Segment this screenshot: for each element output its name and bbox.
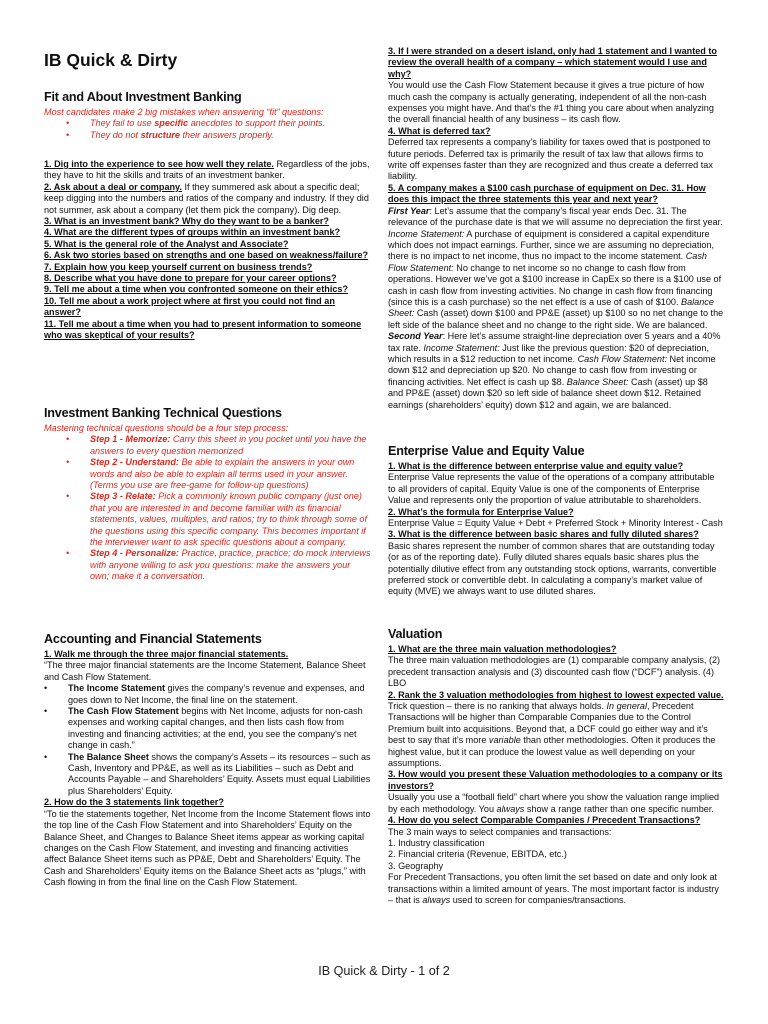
- valuation-answer-3: Usually you use a “football field” chart where you show the valuation range implied by each methodology. You always show a range rather than one specific number.: [388, 792, 720, 814]
- list-item: 3. Geography: [388, 860, 444, 871]
- valuation-question-4: 4. How do you select Comparable Companies / Precedent Transactions?: [388, 815, 701, 826]
- accounting-answer-3: You would use the Cash Flow Statement because it gives a true picture of how much cash the company is actually generating, independent of all the non-cash expenses you might have. And that’s the #1 thing you care about when analyzing the overall financial health of any business – its cash flow.: [388, 80, 714, 125]
- list-item: 6. Ask two stories based on strengths and one based on weakness/failure?: [44, 250, 369, 261]
- valuation-answer-2: Trick question – there is no ranking that always holds. In general, Precedent Transactions will be higher than Comparable Companies due to the Control Premium built into acquisitions. Beyond that, a DCF could go either way and it’s best to say that it’s more variable than other methodologies. Often it produces the highest value, but it can produce the lowest value as well depending on your assumptions.: [388, 701, 716, 769]
- fit-intro-block: [44, 107, 372, 141]
- list-item: • Step 3 - Relate: Pick a commonly known public company (just one) that you are interested in and become familiar with its financial statements, values, multiples, and ratios; try to think through some of the questions using this specific company. This becomes important if the interviewer want to ask specific questions about a company.: [90, 491, 372, 548]
- accounting-heading: Accounting and Financial Statements: [44, 632, 262, 646]
- fit-question-1: 1. Dig into the experience to see how well they relate. Regardless of the jobs, they have to hit the skills and traits of an investment banker.: [44, 159, 370, 181]
- list-item: 1. Industry classification: [388, 837, 485, 848]
- valuation-question-1: 1. What are the three main valuation methodologies?: [388, 644, 617, 654]
- list-item: 5. What is the general role of the Analyst and Associate?: [44, 238, 289, 249]
- list-item: • They do not structure their answers properly.: [90, 130, 372, 141]
- list-item: • They fail to use specific anecdotes to support their points.: [90, 118, 372, 129]
- accounting-answer-1: “The three major financial statements are the Income Statement, Balance Sheet and Cash Flow Statement.: [44, 660, 366, 682]
- accounting-block: [44, 649, 372, 889]
- page-footer: IB Quick & Dirty - 1 of 2: [318, 964, 450, 978]
- valuation-question-2: 2. Rank the 3 valuation methodologies from highest to lowest expected value.: [388, 689, 724, 700]
- accounting-question-3: 3. If I were stranded on a desert island, only had 1 statement and I wanted to review the overall health of a company – which statement would I use and why?: [388, 46, 717, 79]
- list-item: 2. Financial criteria (Revenue, EBITDA, etc.): [388, 849, 567, 860]
- ev-question-1: 1. What is the difference between enterprise value and equity value?: [388, 461, 684, 471]
- valuation-heading: Valuation: [388, 627, 443, 641]
- list-item: • The Balance Sheet shows the company’s Assets – its resources – such as Cash, Inventory and PP&E, as well as its Liabilities – such as Debt and Accounts Payable – and Shareholders’ Equity. Assets must equal Liabilities plus Shareholders’ Equity.: [68, 752, 372, 798]
- accounting-question-2: 2. How do the 3 statements link together?: [44, 797, 224, 808]
- accounting-answer-5: First Year: Let’s assume that the company’s fiscal year ends Dec. 31. The relevance of the purchase date is that we will assume no depreciation the first year. Income Statement: A purchase of equipment is considered a capital expenditure which does not impact earnings. Further, since we are assuming no depreciation, there is no impact to net income, thus no impact to the income statement. Cash Flow Statement: No change to net income so no change to cash flow from operations. However we’ve got a $100 increase in CapEx so there is a $100 use of cash in cash flow from investing activities. No change in cash flow from financing (since this is a cash purchase) so the net effect is a use of cash of $100. Balance Sheet: Cash (asset) down $100 and PP&E (asset) up $100 so no net change to the left side of the balance sheet and no change to the right side. We are balanced. Second Year: Here let’s assume straight-line depreciation over 5 years and a 40% tax rate. Income Statement: Just like the previous question: $20 of depreciation, which results in a $12 reduction to net income. Cash Flow Statement: Net income down $12 and depreciation up $20. No change to cash flow from investing or financing activities. Net effect is cash up $8. Balance Sheet: Cash (asset) up $8 and PP&E (asset) down $20 so left side of balance sheet down $12. Retained earnings (shareholders’ equity) down $12 and again, we are balanced.: [388, 205, 724, 410]
- list-item: 11. Tell me about a time when you had to present information to someone who was skeptical of your results?: [44, 318, 362, 341]
- fit-mistakes-list: [44, 118, 372, 141]
- list-item: 7. Explain how you keep yourself current on business trends?: [44, 261, 313, 272]
- accounting-answer-4: Deferred tax represents a company’s liability for taxes owed that is postponed to future periods. Deferred tax is primarily the result of tax law that allows firms to write off expenses faster than they are recognized and thus create a deferred tax liability.: [388, 137, 713, 182]
- technical-heading: Investment Banking Technical Questions: [44, 406, 282, 420]
- list-item: 8. Describe what you have done to prepare for your career options?: [44, 273, 337, 284]
- valuation-answer-4: For Precedent Transactions, you often limit the set based on date and only look at transactions within a limited amount of years. The most important factor is industry – that is always used to screen for companies/transactions.: [388, 872, 719, 905]
- valuation-block: [388, 644, 724, 906]
- valuation-answer-1: The three main valuation methodologies are (1) comparable company analysis, (2) precedent transaction analysis and (3) discounted cash flow (“DCF”) analysis. (4) LBO: [388, 655, 721, 689]
- ev-question-3: 3. What is the difference between basic shares and fully diluted shares?: [388, 529, 699, 540]
- ev-block: [388, 461, 724, 598]
- accounting-question-4: 4. What is deferred tax?: [388, 125, 491, 136]
- technical-block: [44, 423, 372, 583]
- technical-intro: Mastering technical questions should be a four step process:: [44, 423, 289, 433]
- valuation-answer-4-intro: The 3 main ways to select companies and transactions:: [388, 826, 612, 837]
- list-item: • Step 1 - Memorize: Carry this sheet in you pocket until you have the answers to every question memorized: [90, 434, 372, 457]
- fit-intro: Most candidates make 2 big mistakes when answering “fit” questions:: [44, 107, 324, 117]
- list-item: 4. What are the different types of groups within an investment bank?: [44, 227, 341, 238]
- list-item: 9. Tell me about a time when you confronted someone on their ethics?: [44, 284, 349, 295]
- ev-answer-3: Basic shares represent the number of common shares that are outstanding today (or as of the reporting date). Fully diluted shares equals basic shares plus the potentially dilutive effect from any outstanding stock options, warrants, convertible preferred stock or convertible debt. In calculating a company’s market value of equity (MVE) we always want to use diluted shares.: [388, 540, 717, 597]
- ev-answer-2: Enterprise Value = Equity Value + Debt + Preferred Stock + Minority Interest - Cash: [388, 518, 723, 529]
- fit-questions-block: [44, 159, 372, 342]
- list-item: • Step 2 - Understand: Be able to explain the answers in your own words and also be able to explain all terms used in your answer. (Terms you use are free-game for follow-up questions): [90, 457, 372, 491]
- accounting-answer-2: “To tie the statements together, Net Income from the Income Statement flows into the top line of the Cash Flow Statement and into Shareholders’ Equity on the Balance Sheet, and Changes to Balance Sheet items appear as working capital changes on the Cash Flow Statement, and investing and financing activities affect Balance Sheet items such as PP&E, Debt and Shareholders’ Equity. The Cash and Shareholders’ Equity items on the Balance Sheet acts as “plugs,” with Cash flowing in from the final line on the Cash Flow Statement.: [44, 808, 371, 888]
- list-item: • The Income Statement gives the company’s revenue and expenses, and goes down to Net Income, the final line on the statement.: [68, 683, 372, 706]
- list-item: • Step 4 - Personalize: Practice, practice, practice; do mock interviews with anyone willing to ask you questions: make the answers your own; make it a conversation.: [90, 548, 372, 582]
- list-item: • The Cash Flow Statement begins with Net Income, adjusts for non-cash expenses and working capital changes, and then lists cash flow from investing and financing activities; at the end, you see the company’s net change in cash.”: [68, 706, 372, 752]
- valuation-question-3: 3. How would you present these Valuation methodologies to a company or its investors?: [388, 769, 723, 791]
- statements-list: [44, 683, 372, 797]
- list-item: 10. Tell me about a work project where at first you could not find an answer?: [44, 295, 335, 318]
- fit-heading: Fit and About Investment Banking: [44, 90, 242, 104]
- fit-question-list: [44, 216, 372, 341]
- page-title: IB Quick & Dirty: [44, 50, 178, 70]
- accounting-question-5: 5. A company makes a $100 cash purchase of equipment on Dec. 31. How does this impact the three statements this year and next year?: [388, 182, 706, 205]
- accounting-question-1: 1. Walk me through the three major financial statements.: [44, 649, 289, 659]
- list-item: 3. What is an investment bank? Why do they want to be a banker?: [44, 216, 329, 227]
- technical-steps-list: [44, 434, 372, 582]
- fit-question-2: 2. Ask about a deal or company. If they summered ask about a specific deal; keep digging into the numbers and ratios of the company and industry. If they did not summer, ask about a company (let them pick the company). Dig deep.: [44, 181, 369, 215]
- accounting-continued-block: [388, 46, 724, 411]
- ev-answer-1: Enterprise Value represents the value of the operations of a company attributable to all providers of capital. Equity Value is one of the components of Enterprise Value and represents only the proportion of value attributable to shareholders.: [388, 472, 715, 506]
- ev-heading: Enterprise Value and Equity Value: [388, 444, 585, 458]
- ev-question-2: 2. What’s the formula for Enterprise Value?: [388, 506, 574, 517]
